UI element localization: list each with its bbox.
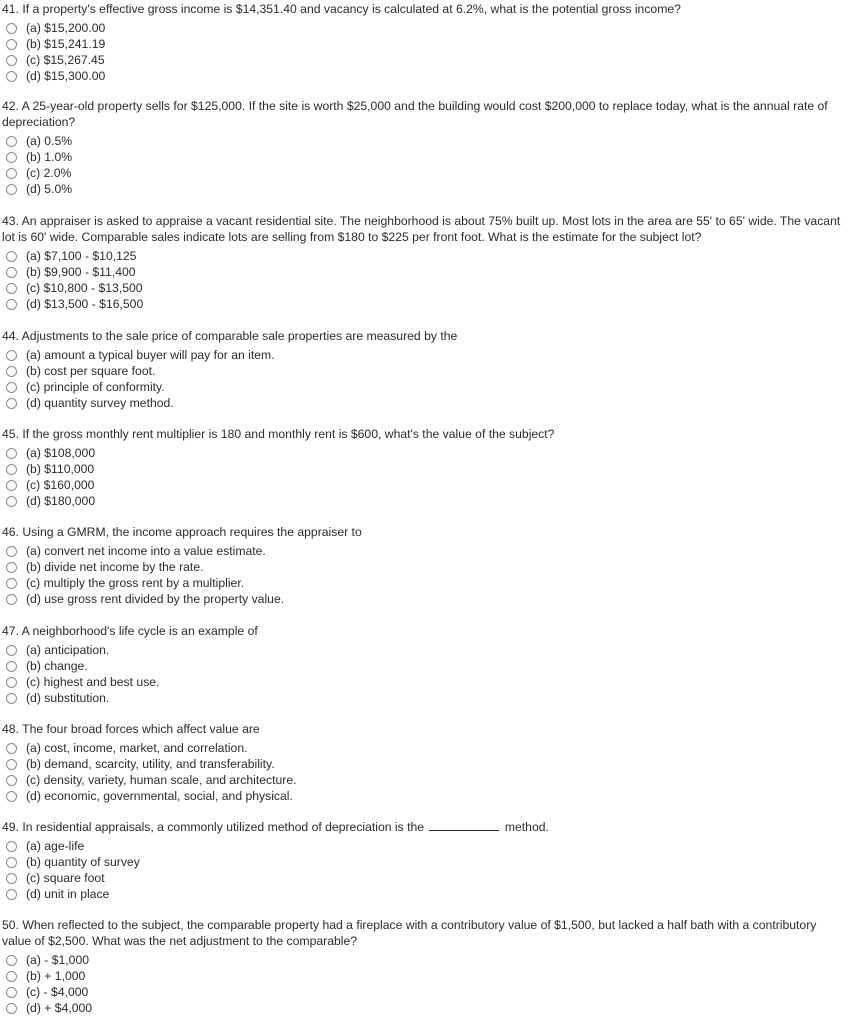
radio-button[interactable]: [6, 496, 17, 507]
radio-button[interactable]: [6, 677, 17, 688]
option-a[interactable]: (a) cost, income, market, and correlation.: [2, 740, 845, 756]
question-50: [2, 917, 845, 1016]
radio-button[interactable]: [6, 841, 17, 852]
question-44: [2, 328, 845, 411]
radio-button[interactable]: [6, 382, 17, 393]
option-b[interactable]: (b) $9,900 - $11,400: [2, 264, 845, 280]
fill-in-blank: [429, 819, 499, 831]
option-a[interactable]: (a) - $1,000: [2, 952, 845, 968]
option-b[interactable]: (b) demand, scarcity, utility, and transferability.: [2, 756, 845, 772]
option-a[interactable]: (a) convert net income into a value estimate.: [2, 543, 845, 559]
question-text: 44. Adjustments to the sale price of comparable sale properties are measured by the: [2, 329, 458, 343]
options-list: [2, 133, 845, 197]
option-d[interactable]: (d) quantity survey method.: [2, 395, 845, 411]
option-b[interactable]: (b) change.: [2, 658, 845, 674]
radio-button[interactable]: [6, 299, 17, 310]
radio-button[interactable]: [6, 350, 17, 361]
radio-button[interactable]: [6, 889, 17, 900]
radio-button[interactable]: [6, 398, 17, 409]
question-48: [2, 721, 845, 804]
option-b[interactable]: (b) cost per square foot.: [2, 363, 845, 379]
radio-button[interactable]: [6, 23, 17, 34]
question-text: 49. In residential appraisals, a commonly utilized method of depreciation is the method.: [2, 820, 549, 834]
question-43: [2, 213, 845, 312]
options-list: [2, 838, 845, 902]
radio-button[interactable]: [6, 693, 17, 704]
options-list: [2, 347, 845, 411]
radio-button[interactable]: [6, 775, 17, 786]
radio-button[interactable]: [6, 857, 17, 868]
option-b[interactable]: (b) + 1,000: [2, 968, 845, 984]
option-d[interactable]: (d) use gross rent divided by the property value.: [2, 591, 845, 607]
question-46: [2, 524, 845, 607]
radio-button[interactable]: [6, 136, 17, 147]
option-d[interactable]: (d) substitution.: [2, 690, 845, 706]
option-a[interactable]: (a) amount a typical buyer will pay for an item.: [2, 347, 845, 363]
question-49: [2, 819, 845, 902]
radio-button[interactable]: [6, 873, 17, 884]
radio-button[interactable]: [6, 594, 17, 605]
radio-button[interactable]: [6, 448, 17, 459]
options-list: [2, 543, 845, 607]
question-text: 47. A neighborhood's life cycle is an example of: [2, 624, 258, 638]
option-d[interactable]: (d) $15,300.00: [2, 68, 845, 84]
options-list: [2, 445, 845, 509]
question-text: 42. A 25-year-old property sells for $125,000. If the site is worth $25,000 and the building would cost $200,000 to replace today, what is the annual rate of depreciation?: [2, 99, 828, 129]
radio-button[interactable]: [6, 464, 17, 475]
option-b[interactable]: (b) 1.0%: [2, 149, 845, 165]
option-d[interactable]: (d) $180,000: [2, 493, 845, 509]
question-42: [2, 98, 845, 197]
options-list: [2, 20, 845, 84]
option-b[interactable]: (b) divide net income by the rate.: [2, 559, 845, 575]
options-list: [2, 740, 845, 804]
radio-button[interactable]: [6, 791, 17, 802]
option-c[interactable]: (c) square foot: [2, 870, 845, 886]
radio-button[interactable]: [6, 39, 17, 50]
option-b[interactable]: (b) $15,241.19: [2, 36, 845, 52]
radio-button[interactable]: [6, 184, 17, 195]
option-c[interactable]: (c) principle of conformity.: [2, 379, 845, 395]
options-list: [2, 642, 845, 706]
radio-button[interactable]: [6, 759, 17, 770]
question-47: [2, 623, 845, 706]
option-c[interactable]: (c) highest and best use.: [2, 674, 845, 690]
option-d[interactable]: (d) economic, governmental, social, and physical.: [2, 788, 845, 804]
radio-button[interactable]: [6, 251, 17, 262]
radio-button[interactable]: [6, 971, 17, 982]
option-d[interactable]: (d) + $4,000: [2, 1000, 845, 1016]
question-text: 48. The four broad forces which affect value are: [2, 722, 260, 736]
radio-button[interactable]: [6, 987, 17, 998]
option-a[interactable]: (a) age-life: [2, 838, 845, 854]
radio-button[interactable]: [6, 71, 17, 82]
options-list: [2, 248, 845, 312]
question-41: [2, 1, 845, 84]
options-list: [2, 952, 845, 1016]
radio-button[interactable]: [6, 1003, 17, 1014]
option-b[interactable]: (b) $110,000: [2, 461, 845, 477]
question-text: 43. An appraiser is asked to appraise a vacant residential site. The neighborhood is about 75% built up. Most lots in the area are 55' to 65' wide. The vacant lot is 60' wide. Comparable sales indicate lots are selling from $180 to $225 per front foot. What is the estimate for the subject lot?: [2, 214, 841, 244]
option-d[interactable]: (d) 5.0%: [2, 181, 845, 197]
option-c[interactable]: (c) 2.0%: [2, 165, 845, 181]
option-a[interactable]: (a) anticipation.: [2, 642, 845, 658]
option-a[interactable]: (a) $108,000: [2, 445, 845, 461]
question-text: 41. If a property's effective gross income is $14,351.40 and vacancy is calculated at 6.2%, what is the potential gross income?: [2, 2, 681, 16]
option-a[interactable]: (a) $7,100 - $10,125: [2, 248, 845, 264]
option-b[interactable]: (b) quantity of survey: [2, 854, 845, 870]
option-d[interactable]: (d) $13,500 - $16,500: [2, 296, 845, 312]
question-45: [2, 426, 845, 509]
question-text: 50. When reflected to the subject, the comparable property had a fireplace with a contributory value of $1,500, but lacked a half bath with a contributory value of $2,500. What was the net adjustment to the comparable?: [2, 918, 817, 948]
option-a[interactable]: (a) $15,200.00: [2, 20, 845, 36]
option-c[interactable]: (c) multiply the gross rent by a multiplier.: [2, 575, 845, 591]
radio-button[interactable]: [6, 267, 17, 278]
option-c[interactable]: (c) - $4,000: [2, 984, 845, 1000]
radio-button[interactable]: [6, 661, 17, 672]
radio-button[interactable]: [6, 578, 17, 589]
option-c[interactable]: (c) $15,267.45: [2, 52, 845, 68]
radio-button[interactable]: [6, 283, 17, 294]
question-text: 46. Using a GMRM, the income approach requires the appraiser to: [2, 525, 362, 539]
option-d[interactable]: (d) unit in place: [2, 886, 845, 902]
radio-button[interactable]: [6, 562, 17, 573]
radio-button[interactable]: [6, 366, 17, 377]
option-c[interactable]: (c) $10,800 - $13,500: [2, 280, 845, 296]
radio-button[interactable]: [6, 546, 17, 557]
radio-button[interactable]: [6, 645, 17, 656]
radio-button[interactable]: [6, 55, 17, 66]
radio-button[interactable]: [6, 480, 17, 491]
radio-button[interactable]: [6, 955, 17, 966]
radio-button[interactable]: [6, 168, 17, 179]
option-c[interactable]: (c) $160,000: [2, 477, 845, 493]
option-a[interactable]: (a) 0.5%: [2, 133, 845, 149]
option-c[interactable]: (c) density, variety, human scale, and architecture.: [2, 772, 845, 788]
radio-button[interactable]: [6, 152, 17, 163]
question-text: 45. If the gross monthly rent multiplier is 180 and monthly rent is $600, what's the value of the subject?: [2, 427, 555, 441]
radio-button[interactable]: [6, 743, 17, 754]
